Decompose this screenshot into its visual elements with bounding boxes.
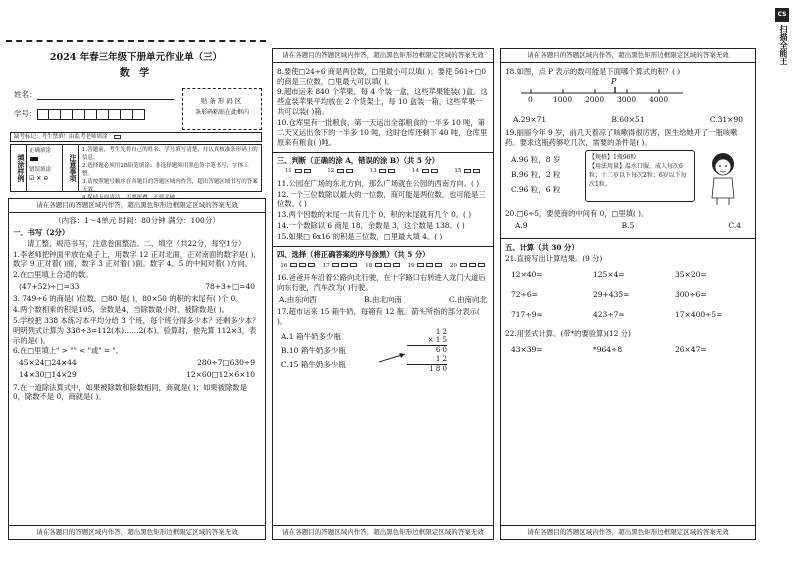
fill-sample-label: 填涂样例: [11, 145, 27, 191]
question-17: 17.超市运来 15 箱牛奶，每箱有 12 瓶。箭头所指的部分表示( )。: [277, 306, 480, 326]
fill-samples: 正确填涂 错误填涂 ☑ ✕ ⊖: [27, 145, 63, 191]
question-15: 15.如果□ 6x16 的积是三位数，□里最大填 4。( ): [277, 232, 443, 241]
notice-bottom: 请在各题目的答题区域内作答，超出黑色矩形边框限定区域的答案无效: [273, 525, 493, 539]
section-3-title: 三、判断（正确的涂 A，错误的涂 B）（共 5 分）: [277, 155, 440, 165]
q6-row-1: 45×24□24×44 280÷7□630÷9: [19, 358, 255, 368]
question-4: 4.两个数相乘的积是105，余数是4，当除数最小时，被除数是( )。: [13, 305, 229, 315]
section-4-title: 四、选择（将正确答案的序号涂黑）（共 5 分）: [277, 249, 430, 259]
scanner-logo-text: 扫描全能王: [779, 25, 788, 65]
question-2: 2.在□里填上合适的数。: [13, 270, 93, 280]
point-p-label: P: [611, 76, 617, 86]
question-10: 10.仓库里有一批粮食，第一天运出全部粮食的一半多 10 吨，第二天又运出余下的一半多 10 吨，这时仓库还剩下 40 吨，仓库里原来有粮食( )吨。: [277, 117, 488, 147]
scanner-logo: [772, 8, 792, 98]
question-1: 1.李老师把钟面平放在桌子上，用数字 12 正对北面，正对南面的数字是( )，数字 9 正对着( )面，数字 3 正对着( )面。数字 4、5 的中间对着( )方向。: [13, 249, 261, 269]
question-6: 6.在□里填上" > "" < "或" = "。: [13, 346, 124, 356]
dashed-border: [6, 40, 266, 46]
barcode-area-title: 贴条形码区: [200, 97, 244, 105]
section-1-text: 请工整、规范书写，注意卷面整洁。二、填空（共22分，每空1分）: [27, 238, 246, 248]
numline-label-4000: 4000: [649, 94, 669, 104]
header-panel: [6, 48, 266, 196]
numline-label-0: 0: [528, 94, 533, 104]
id-boxes[interactable]: [37, 109, 145, 120]
q19-options: A.96 粒，8 岁 B.96 粒，2 粒 C.96 粒，6 粒: [511, 155, 561, 195]
absence-mark: 缺考标记：考生禁填！由监考老师填涂: [10, 132, 262, 142]
oral-row-1: 12×40= 125×4= 35×20=: [511, 270, 707, 280]
notice-bottom: 请在各题目的答题区域内作答，超出黑色矩形边框限定区域的答案无效: [9, 525, 265, 539]
question-11: 11.公园在广场的东北方向，那么广场就在公园的西南方向。( ): [277, 178, 480, 188]
barcode-area: [182, 88, 262, 130]
name-label: 姓名：: [14, 89, 37, 99]
oral-calc-grid: [501, 265, 755, 325]
notice-top: 请在各题目的答题区域内作答，超出黑色矩形边框限定区域的答案无效: [273, 49, 493, 63]
page-title: 2024 年春三年级下册单元作业单（三）: [49, 52, 223, 63]
subject-title: 数 学: [119, 67, 153, 79]
question-18: 18.如图，点 P 表示的数可能是下面哪个算式的积？( ): [505, 66, 681, 76]
section-1-title: 一、书写（2分）: [13, 227, 70, 237]
notice-bottom: 请在各题目的答题区域内作答，超出黑色矩形边框限定区域的答案无效: [501, 525, 755, 539]
name-field[interactable]: [37, 90, 175, 100]
q19-area: [505, 148, 751, 208]
question-12: 12.一个三位数除以最大的一位数，商可能是两位数，也可能是三位数。( ): [277, 189, 486, 209]
vertical-calc-row: 43×39= *964÷8 26×47=: [511, 345, 707, 355]
absence-bubble[interactable]: [114, 135, 121, 139]
question-21: 21.直接写出计算结果。(9 分): [505, 254, 603, 264]
id-label: 学号：: [14, 108, 37, 118]
question-13: 13.两个因数的末尾一共有几个 0，积的末尾就有几个 0。( ): [277, 210, 472, 220]
student-info: [14, 88, 174, 122]
question-2-items: [9, 281, 265, 293]
notice-top: 请在各题目的答题区域内作答，超出黑色矩形边框限定区域的答案无效: [501, 49, 755, 63]
fill-guide: [10, 144, 262, 192]
numline-label-1000: 1000: [553, 94, 573, 104]
judge-bubbles[interactable]: 11 12 13 14 15: [273, 166, 493, 177]
question-14: 14.一个数除以 6 商是 18，余数是 3，这个数是 138。( ): [277, 221, 465, 231]
q2-item-a: (47+52)÷□=33: [19, 282, 80, 292]
numline-label-2000: 2000: [585, 94, 605, 104]
column-2: [272, 48, 494, 540]
question-16: 16.爸爸开车沿着公路向北行驶，在十字路口右转进入龙门大道后向东行驶，汽车改为( )行驶。: [277, 273, 486, 292]
medicine-label-box: 【规格】1瓶96粒 【用法用量】温水口服，成人每次6粒；十二岁以下每次2粒；6岁以下每次1粒。: [585, 150, 695, 202]
oral-row-3: 717÷9≈ 423÷7≈ 17×400÷5=: [511, 310, 723, 320]
q17-arrow-icon: [377, 350, 409, 366]
q2-item-b: 78+3+□=40: [205, 282, 255, 292]
column-1: [8, 198, 266, 540]
oral-row-2: 72÷6= 29+435= 300÷6=: [511, 290, 707, 300]
column-3: [500, 48, 756, 540]
cs-logo-icon: CS: [775, 8, 789, 22]
question-9: 9.超市运来 840 个苹果，每 4 个装一盒，这些苹果能装( )盒。这些盒装苹果平均放在 2 个货架上，每 10 盒装一箱，这些苹果一共可以装( )箱。: [277, 87, 488, 117]
notes-label: 注意事项: [63, 145, 79, 191]
numline-label-3000: 3000: [617, 94, 637, 104]
choice-bubbles[interactable]: 16 17 18 19 20: [273, 261, 493, 272]
exam-scope: （内容：1～4单元 时间：80分钟 满分：100分）: [54, 215, 220, 225]
number-line: [507, 76, 749, 113]
notes-list: 1.答题前，考生先将自己的姓名、学号填写清楚，并认真核准条形码上的信息。 2.选择题必须用2B铅笔填涂；非选择题须用黑色签字笔书写，字体工整。 3.请按照题号顺序在各题目的答题区域内作答，超出答题区域书写的答案无效。: [82, 147, 258, 193]
section-5-title: 五、计算（共 30 分）: [505, 243, 579, 253]
question-20: 20.□6÷5，要使商的中间有 0，□里填( )。: [505, 209, 649, 219]
question-19: 19.丽丽今年 9 岁，前几天着凉了咳嗽得很厉害，医生给她开了一瓶咳嗽药。要求这瓶药够吃几次，需要的条件是( )。: [505, 127, 738, 147]
question-3: 3. 749÷6 的商是( )位数，□80 是( )，80×50 的积的末尾有( )个 0。: [13, 294, 243, 304]
question-5: 5.学校把 338 本练习本平均分给 3 个班，每个班分得多少本？还剩多少本？明明列式计算为 338÷3=112(本)……2(本)。验算时，他先算 112×3，表示的是( )。: [13, 315, 260, 345]
q17-options: A.1 箱牛奶多少瓶 B.10 箱牛奶多少瓶 C.15 箱牛奶多少瓶: [281, 331, 346, 370]
question-8: 8.要使□24÷6 商是两位数，□里最小可以填( )；要使 561÷□0 的商是三位数，□里最大可以填( )。: [277, 66, 487, 86]
question-22: 22.用竖式计算。(带*的要验算)(12 分): [505, 329, 631, 339]
q20-options: A.9 B.5 C.4: [515, 221, 741, 231]
q18-options: A.29×71 B.60×51 C.31×90: [513, 114, 743, 124]
notice-top: 请在各题目的答题区域内作答，超出黑色矩形边框限定区域的答案无效: [9, 199, 265, 213]
q16-options: A.由东向西 B.由北向南 C.由南向北: [279, 294, 487, 304]
q6-row-2: 14×30□14×29 12×60□12×6×10: [19, 370, 255, 380]
q17-vertical-calc: 1 2 × 1 5 6 0 1 2 1 8 0: [407, 328, 447, 374]
girl-illustration-icon: [703, 148, 743, 206]
q17-area: [277, 328, 489, 384]
question-7: 7.在一道除法算式中，如果被除数和除数相同，商就是( )；如果被除数是 0，除数不是 0，商就是( )。: [13, 382, 247, 402]
barcode-area-note: 条形码粘贴在此框内: [194, 108, 249, 116]
